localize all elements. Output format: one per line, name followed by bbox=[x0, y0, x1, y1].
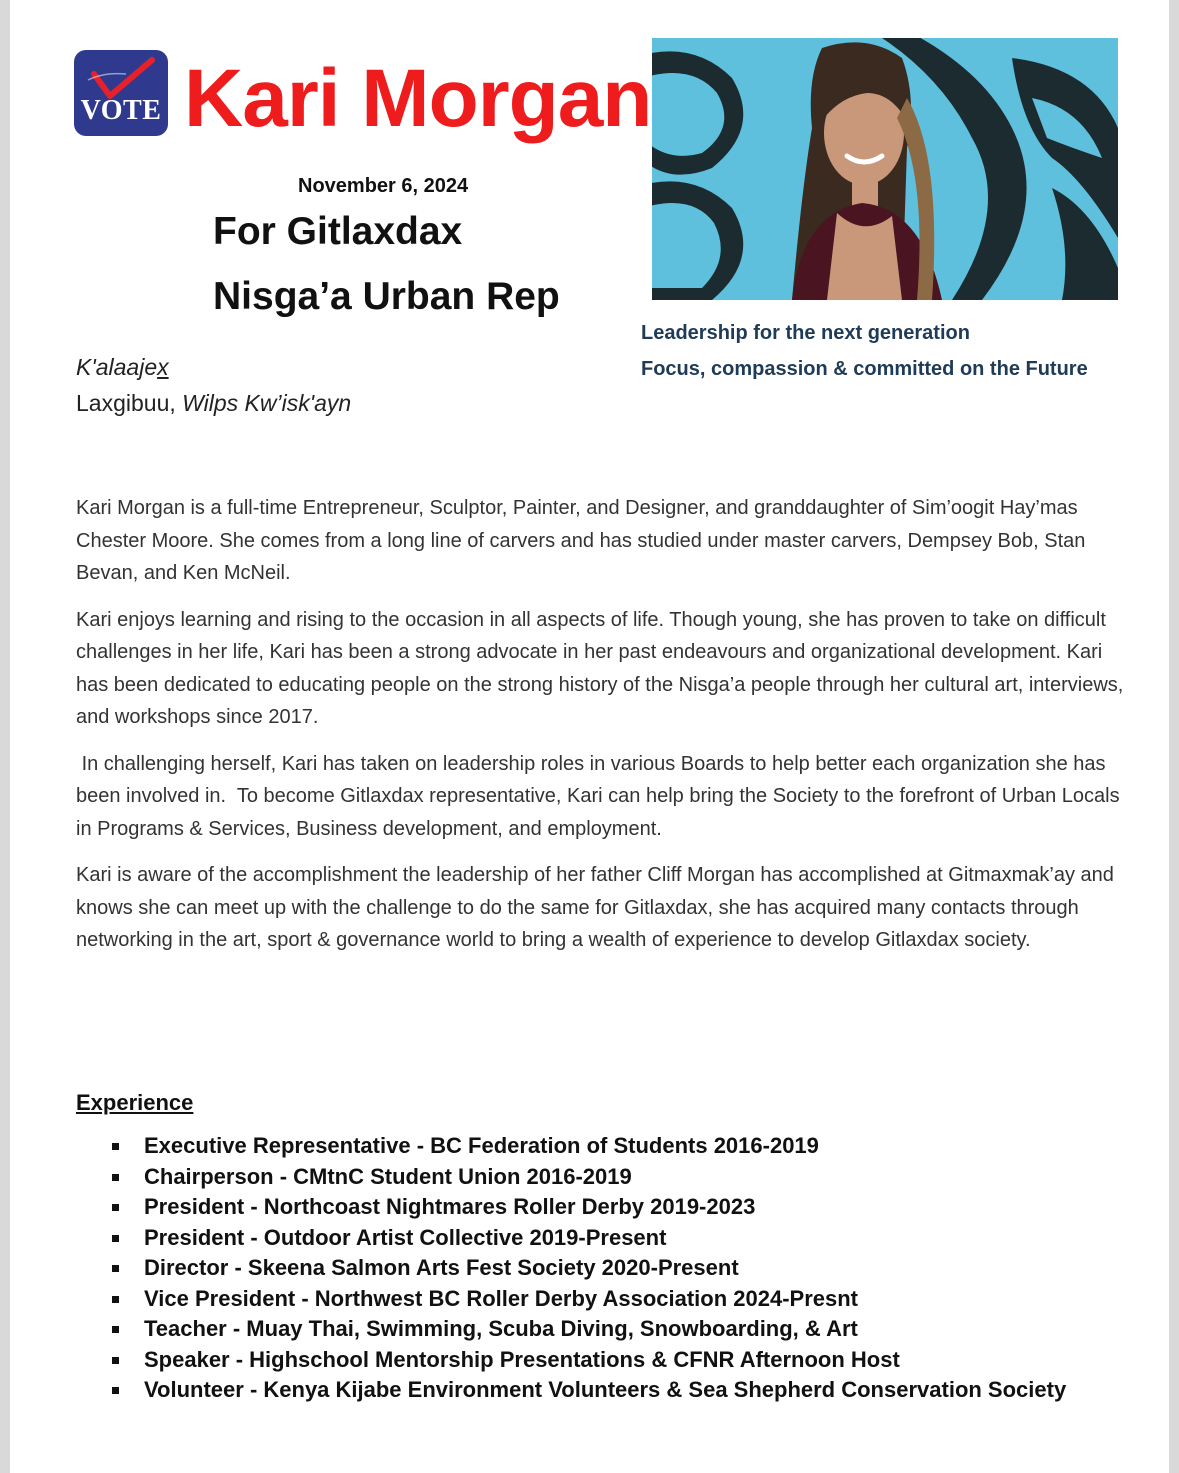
list-item bbox=[110, 1164, 1066, 1195]
traditional-name-main: K'alaaje bbox=[76, 354, 158, 380]
vote-badge-text: VOTE bbox=[80, 95, 162, 126]
house-name-italic: Wilps Kw’isk'ayn bbox=[182, 390, 352, 416]
bio-paragraph-2: Kari enjoys learning and rising to the occasion in all aspects of life. Though young, she has proven to take on difficult challenges in her life, Kari has been a strong advocate in her past endeavours and organizational development. Kari has been dedicated to educating people on the strong history of the Nisga’a people through her cultural art, interviews, and workshops since 2017. bbox=[76, 608, 1124, 728]
list-item-text: Chairperson - CMtnC Student Union 2016-2019 bbox=[144, 1163, 632, 1189]
list-item bbox=[110, 1255, 1066, 1286]
list-item-text: Speaker - Highschool Mentorship Presentations & CFNR Afternoon Host bbox=[144, 1346, 900, 1372]
list-item-text: Director - Skeena Salmon Arts Fest Society 2020-Present bbox=[144, 1255, 739, 1280]
experience-heading: Experience bbox=[76, 1090, 194, 1115]
tagline-2: Focus, compassion & committed on the Future bbox=[641, 358, 1088, 380]
flyer-page bbox=[10, 0, 1169, 1473]
list-item bbox=[110, 1133, 1066, 1164]
candidate-photo bbox=[652, 38, 1118, 300]
square-bullet-icon bbox=[112, 1235, 119, 1242]
headline-line-2: Nisga’a Urban Rep bbox=[213, 275, 560, 318]
traditional-name-underlined: x bbox=[157, 354, 169, 380]
list-item bbox=[110, 1194, 1066, 1225]
headline-line-1: For Gitlaxdax bbox=[213, 210, 463, 253]
house-name bbox=[76, 390, 351, 417]
traditional-name bbox=[76, 354, 169, 381]
list-item-text: President - Northcoast Nightmares Roller Derby 2019-2023 bbox=[144, 1194, 756, 1219]
square-bullet-icon bbox=[112, 1357, 119, 1364]
experience-list bbox=[110, 1133, 1066, 1408]
square-bullet-icon bbox=[112, 1387, 119, 1394]
list-item-text: Teacher - Muay Thai, Swimming, Scuba Diving, Snowboarding, & Art bbox=[144, 1316, 858, 1341]
list-item-text: Volunteer - Kenya Kijabe Environment Volunteers & Sea Shepherd Conservation Society bbox=[144, 1377, 1067, 1402]
square-bullet-icon bbox=[112, 1265, 119, 1272]
list-item bbox=[110, 1225, 1066, 1256]
list-item bbox=[110, 1377, 1066, 1408]
list-item bbox=[110, 1316, 1066, 1347]
bio-paragraph-3: In challenging herself, Kari has taken on leadership roles in various Boards to help better each organization she has been involved in. To become Gitlaxdax representative, Kari can help bring the Society to the forefront of Urban Locals in Programs & Services, Business development, and employment. bbox=[76, 752, 1126, 840]
square-bullet-icon bbox=[112, 1296, 119, 1303]
list-item bbox=[110, 1286, 1066, 1317]
square-bullet-icon bbox=[112, 1204, 119, 1211]
election-date: November 6, 2024 bbox=[298, 175, 469, 197]
list-item-text: Vice President - Northwest BC Roller Derby Association 2024-Presnt bbox=[144, 1285, 859, 1311]
candidate-name: Kari Morgan bbox=[184, 53, 652, 144]
list-item bbox=[110, 1347, 1066, 1378]
tagline-1: Leadership for the next generation bbox=[641, 322, 970, 344]
bio-paragraph-1: Kari Morgan is a full-time Entrepreneur, Sculptor, Painter, and Designer, and granddaughter of Sim’oogit Hay’mas Chester Moore. She comes from a long line of carvers and has studied under master carvers, Dempsey Bob, Stan Bevan, and Ken McNeil. bbox=[76, 497, 1086, 584]
square-bullet-icon bbox=[112, 1326, 119, 1333]
list-item-text: Executive Representative - BC Federation of Students 2016-2019 bbox=[144, 1133, 819, 1158]
biography bbox=[76, 492, 1126, 971]
house-name-plain: Laxgibuu, bbox=[76, 390, 183, 416]
list-item-text: President - Outdoor Artist Collective 2019-Present bbox=[144, 1224, 667, 1250]
vote-checkmark-icon bbox=[74, 50, 168, 136]
square-bullet-icon bbox=[112, 1143, 119, 1150]
square-bullet-icon bbox=[112, 1174, 119, 1181]
bio-paragraph-4: Kari is aware of the accomplishment the leadership of her father Cliff Morgan has accomplished at Gitmaxmak’ay and knows she can meet up with the challenge to do the same for Gitlaxdax, she has acquired many contacts through networking in the art, sport & governance world to bring a wealth of experience to develop Gitlaxdax society. bbox=[76, 864, 1114, 951]
